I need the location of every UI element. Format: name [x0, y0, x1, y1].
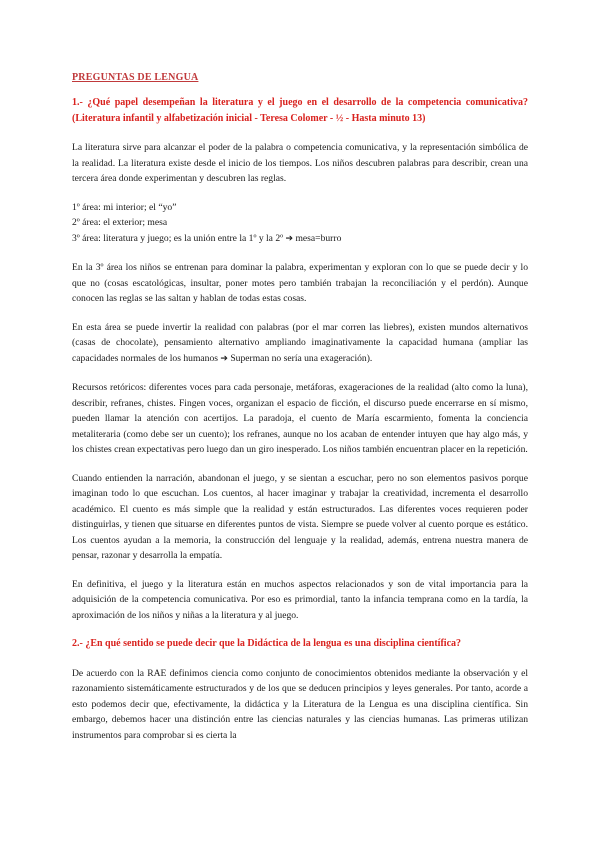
areas-list	[72, 200, 528, 248]
paragraph-narracion: Cuando entienden la narración, abandonan el juego, y se sientan a escuchar, pero no son elementos pasivos porque imaginan todo lo que escuchan. Los cuentos, al hacer imaginar y trabajar la creatividad, incrementa el desarrollo académico. El cuento es más simple que la realidad y están estructurados. Las diferentes voces requieren poder distinguirlas, y tienen que situarse en diferentes puntos de vista. Siempre se puede volver al cuento porque es estático. Los cuentos ayudan a la memoria, la construcción del lenguaje y la realidad, además, entrena nuestra manera de pensar, razonar y desarrolla la empatía.	[72, 472, 528, 561]
area-1-line: 1º área: mi interior; el “yo”	[72, 201, 177, 213]
arrow-icon: ➔	[220, 353, 228, 364]
arrow-icon: ➔	[285, 233, 294, 244]
area-3-text: 3º área: literatura y juego; es la unión entre la 1º y la 2º	[72, 232, 286, 244]
invertir-text: En esta área se puede invertir la realidad con palabras (por el mar corren las liebres), existen mundos alternativos (casas de chocolate), pensamiento alternativo ampliando imaginativamente la capacidad humana (ampliar las capacidades normales de los humanos	[72, 321, 528, 364]
area-2-line: 2º área: el exterior; mesa	[72, 217, 168, 228]
paragraph-definitiva: En definitiva, el juego y la literatura están en muchos aspectos relacionados y son de vital importancia para la adquisición de la competencia comunicativa. Por eso es primordial, tanto la infancia temprana como en la tardía, la aproximación de los niños y niñas a la literatura y al juego.	[72, 578, 528, 621]
paragraph-area3: En la 3º área los niños se entrenan para dominar la palabra, experimentan y exploran con lo que se puede decir y lo que no (cosas escatológicas, insultar, poner motes pero también trabajan la reconciliación y el perdón). Aunque conocen las reglas se las saltan y hablan de todas estas cosas.	[72, 262, 528, 304]
paragraph-invertir	[72, 320, 528, 368]
paragraph-literatura: La literatura sirve para alcanzar el poder de la palabra o competencia comunicativa, y la representación simbólica de la realidad. La literatura existe desde el inicio de los tiempos. Los niños descubren palabras para describir, crean una tercera área donde experimentan y descubren las reglas.	[72, 142, 528, 184]
area-3-result: mesa=burro	[293, 232, 342, 244]
question-1-heading: 1.- ¿Qué papel desempeñan la literatura y el juego en el desarrollo de la competencia comunicativa? (Literatura infantil y alfabetización inicial - Teresa Colomer - ½ - Hasta minuto 13)	[72, 97, 528, 124]
paragraph-rae: De acuerdo con la RAE definimos ciencia como conjunto de conocimientos obtenidos mediante la observación y el razonamiento sistemáticamente estructurados y de los que se deducen principios y leyes generales. Por tanto, acorde a esto podemos decir que, efectivamente, la didáctica y la Literatura de la Lengua es una disciplina científica. Sin embargo, debemos hacer una distinción entre las ciencias naturales y las ciencias humanas. Las primeras utilizan instrumentos para comprobar si es cierta la	[72, 667, 528, 741]
document-title: PREGUNTAS DE LENGUA	[72, 72, 199, 83]
invertir-end: Superman no sería una exageración).	[227, 352, 373, 364]
area-3-line	[72, 231, 528, 248]
paragraph-recursos: Recursos retóricos: diferentes voces para cada personaje, metáforas, exageraciones de la realidad (alto como la luna), describir, refranes, chistes. Fingen voces, organizan el espacio de ficción, el discurso puede encerrarse en sí mismo, pueden llamar la atención con acertijos. La paradoja, el cuento de María escarmiento, fomenta la conciencia metaliteraria (como debe ser un cuento); los refranes, aunque no los acaban de entender intuyen que hay algo más, y los chistes crean expectativas pero luego dan un giro inesperado. Los niños también encuentran placer en la repetición.	[72, 382, 528, 455]
question-2-heading: 2.- ¿En qué sentido se puede decir que la Didáctica de la lengua es una disciplina científica?	[72, 638, 462, 649]
